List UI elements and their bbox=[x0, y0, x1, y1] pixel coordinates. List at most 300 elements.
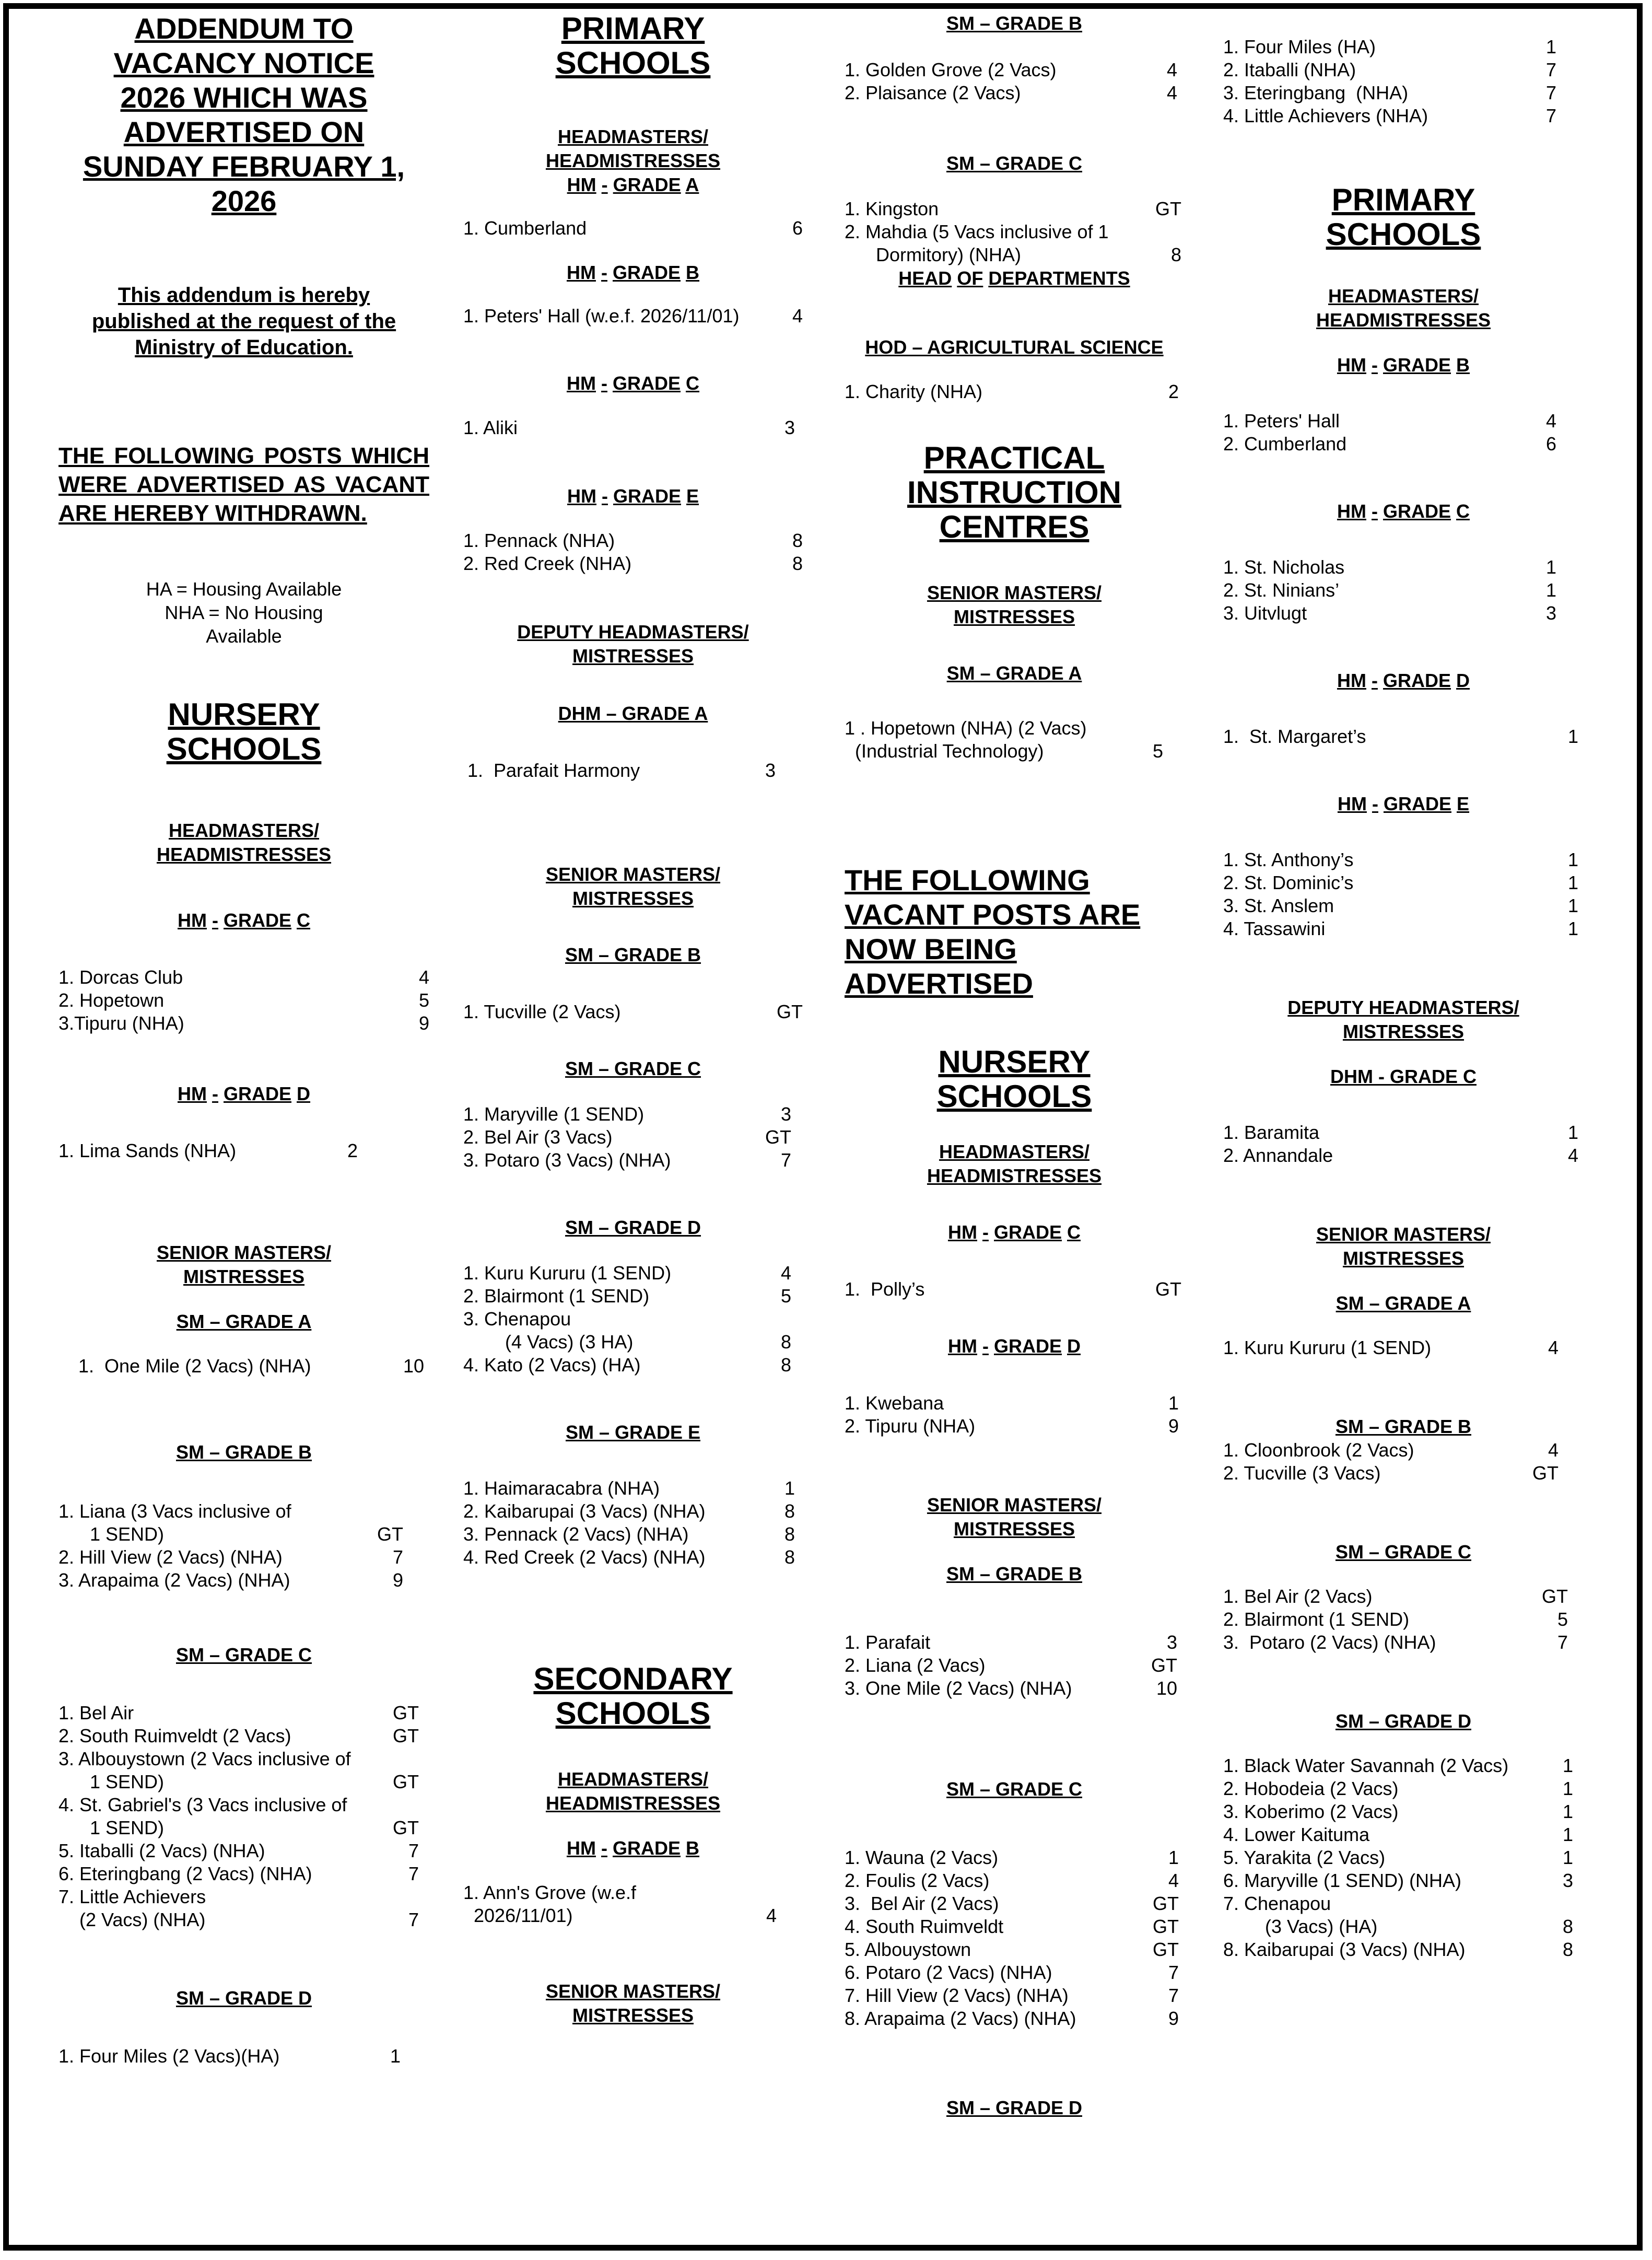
vacancy-item bbox=[1223, 1585, 1568, 1608]
vacancy-list bbox=[1223, 1439, 1559, 1485]
vacancy-item bbox=[845, 1846, 1179, 1869]
grade-heading: SM – GRADE B bbox=[175, 1441, 312, 1463]
region-code: 3 bbox=[1545, 602, 1556, 624]
school-name: 2. Hopetown bbox=[58, 989, 165, 1011]
school-name: 2. Cumberland bbox=[1223, 433, 1347, 455]
vacancy-list bbox=[1223, 1754, 1573, 1961]
vacancy-item bbox=[463, 217, 803, 240]
vacancy-item bbox=[1223, 410, 1556, 433]
region-code: 4 bbox=[1548, 1439, 1559, 1461]
vacancy-list bbox=[58, 2045, 401, 2068]
grade-heading: SM – GRADE B bbox=[565, 944, 701, 965]
vacancy-item bbox=[845, 2007, 1179, 2030]
vacancy-list bbox=[1223, 1121, 1578, 1167]
region-code: 7 bbox=[1557, 1632, 1568, 1653]
vacancy-list bbox=[58, 1702, 419, 1931]
school-name: 2. Hill View (2 Vacs) (NHA) bbox=[58, 1546, 283, 1568]
section-title: PRACTICAL INSTRUCTION CENTRES bbox=[907, 440, 1121, 544]
grade-heading: HM - GRADE C bbox=[566, 372, 700, 394]
addendum-note: This addendum is hereby published at the request of the Ministry of Education. bbox=[91, 284, 396, 359]
region-code: 1 bbox=[1168, 1392, 1179, 1414]
vacancy-list bbox=[1223, 1585, 1568, 1654]
school-name: 1. Cumberland bbox=[463, 217, 587, 239]
school-name: 2. Hobodeia (2 Vacs) bbox=[1223, 1778, 1399, 1799]
housing-legend: HA = Housing Available NHA = No Housing Available bbox=[146, 578, 342, 647]
vacancy-item bbox=[463, 1262, 791, 1285]
vacancy-item bbox=[463, 1126, 791, 1149]
school-name: 1. Dorcas Club bbox=[58, 966, 183, 988]
vacancy-item bbox=[1223, 1144, 1578, 1167]
grade-heading: HM - GRADE E bbox=[567, 485, 699, 507]
vacancy-item bbox=[467, 759, 776, 782]
grade-heading: HM - GRADE C bbox=[177, 910, 311, 931]
vacancy-item bbox=[58, 1139, 358, 1162]
region-code: 4 bbox=[792, 305, 803, 327]
grade-heading: HM - GRADE C bbox=[947, 1221, 1081, 1243]
grade-heading: HM - GRADE D bbox=[947, 1335, 1081, 1357]
school-name: 2. Blairmont (1 SEND) bbox=[1223, 1609, 1410, 1630]
school-name: 6. Eteringbang (2 Vacs) (NHA) bbox=[58, 1863, 312, 1884]
vacancy-item bbox=[1223, 104, 1556, 127]
region-code: 5 bbox=[1557, 1609, 1568, 1630]
region-code: 7 bbox=[408, 1863, 419, 1884]
column-2 bbox=[463, 11, 803, 2028]
vacancy-item bbox=[78, 1355, 424, 1378]
region-code: 1 bbox=[1562, 1778, 1573, 1799]
school-name: 4. Little Achievers (NHA) bbox=[1223, 105, 1428, 126]
vacancy-item bbox=[845, 1915, 1179, 1938]
region-code: GT bbox=[393, 1817, 419, 1838]
school-name: 1. Bel Air bbox=[58, 1702, 134, 1723]
school-name: 2. Annandale bbox=[1223, 1145, 1333, 1166]
group-heading: HEADMASTERS/ HEADMISTRESSES bbox=[1316, 285, 1491, 331]
group-heading: SENIOR MASTERS/ MISTRESSES bbox=[1316, 1224, 1491, 1269]
vacancy-item bbox=[845, 1415, 1179, 1438]
vacancy-list bbox=[58, 1355, 424, 1378]
region-code: GT bbox=[1542, 1586, 1568, 1607]
school-name: 1. Kuru Kururu (1 SEND) bbox=[1223, 1337, 1432, 1358]
grade-heading: SM – GRADE D bbox=[565, 1217, 701, 1238]
region-code: 4 bbox=[1545, 410, 1556, 432]
vacancy-item bbox=[58, 1500, 403, 1546]
region-code: 1 bbox=[1567, 1122, 1578, 1143]
region-code: 7 bbox=[780, 1149, 791, 1171]
school-name: 3. Pennack (2 Vacs) (NHA) bbox=[463, 1523, 689, 1545]
school-name: 3. Bel Air (2 Vacs) bbox=[845, 1893, 999, 1914]
vacancy-item bbox=[1223, 1892, 1573, 1938]
grade-heading: SM – GRADE A bbox=[176, 1311, 312, 1332]
region-code: 4 bbox=[780, 1262, 791, 1284]
vacancy-item bbox=[1223, 725, 1578, 748]
grade-heading: SM – GRADE D bbox=[175, 1987, 312, 2009]
vacancy-list bbox=[463, 1000, 803, 1023]
vacancy-item bbox=[845, 1869, 1179, 1892]
school-name: 3. One Mile (2 Vacs) (NHA) bbox=[845, 1677, 1072, 1699]
grade-heading: SM – GRADE C bbox=[946, 153, 1083, 174]
school-name: 5. Yarakita (2 Vacs) bbox=[1223, 1847, 1386, 1868]
region-code: 1 bbox=[1545, 579, 1556, 601]
vacancy-list bbox=[1223, 848, 1578, 940]
vacancy-item bbox=[1223, 36, 1556, 59]
vacancy-list bbox=[845, 59, 1177, 104]
school-name: 1. Tucville (2 Vacs) bbox=[463, 1001, 621, 1022]
school-name: 2. Tipuru (NHA) bbox=[845, 1415, 976, 1437]
region-code: 1 bbox=[1567, 918, 1578, 939]
group-heading: HEADMASTERS/ HEADMISTRESSES bbox=[927, 1141, 1102, 1186]
school-name: 2. Kaibarupai (3 Vacs) (NHA) bbox=[463, 1500, 706, 1522]
grade-heading: SM – GRADE C bbox=[1335, 1541, 1472, 1563]
vacancy-item bbox=[463, 1308, 791, 1354]
school-name: 1. Kingston bbox=[845, 198, 939, 219]
vacancy-list bbox=[845, 1392, 1179, 1438]
region-code: 7 bbox=[1168, 1962, 1179, 1983]
vacancy-item bbox=[58, 2045, 401, 2068]
region-code: GT bbox=[1532, 1462, 1559, 1484]
grade-heading: DHM - GRADE C bbox=[1330, 1066, 1477, 1087]
vacancy-list bbox=[845, 1846, 1179, 2030]
region-code: 7 bbox=[1545, 105, 1556, 126]
region-code: GT bbox=[1153, 1893, 1179, 1914]
region-code: 8 bbox=[780, 1354, 791, 1376]
school-name: 4. Kato (2 Vacs) (HA) bbox=[463, 1354, 641, 1376]
grade-heading: HM - GRADE A bbox=[567, 174, 699, 195]
grade-heading: SM – GRADE C bbox=[565, 1058, 701, 1079]
vacancy-item bbox=[1223, 1462, 1559, 1485]
school-name: 8. Kaibarupai (3 Vacs) (NHA) bbox=[1223, 1939, 1466, 1960]
vacancy-item bbox=[1223, 1439, 1559, 1462]
region-code: 6 bbox=[1545, 433, 1556, 455]
vacancy-list bbox=[463, 1262, 791, 1377]
vacancy-item bbox=[58, 1702, 419, 1725]
vacancy-list bbox=[1223, 725, 1578, 748]
region-code: 1 bbox=[1567, 726, 1578, 747]
addendum-title: ADDENDUM TO VACANCY NOTICE 2026 WHICH WAS ADVERTISED ON SUNDAY FEBRUARY 1, 2026 bbox=[83, 12, 405, 217]
region-code: 4 bbox=[1166, 82, 1177, 103]
region-code: 3 bbox=[1166, 1632, 1177, 1653]
grade-heading: SM – GRADE D bbox=[946, 2097, 1083, 2118]
school-name: 4. Tassawini bbox=[1223, 918, 1326, 939]
school-name: 2. Itaballi (NHA) bbox=[1223, 59, 1356, 80]
grade-heading: SM – GRADE E bbox=[565, 1422, 701, 1443]
school-name: 4. Red Creek (2 Vacs) (NHA) bbox=[463, 1546, 706, 1568]
region-code: GT bbox=[1153, 1939, 1179, 1960]
vacancy-list bbox=[463, 759, 776, 782]
school-name: 1. Four Miles (2 Vacs)(HA) bbox=[58, 2045, 280, 2067]
vacancy-list bbox=[463, 305, 803, 328]
vacancy-item bbox=[463, 1354, 791, 1377]
region-code: 8 bbox=[1562, 1939, 1573, 1960]
grade-heading: SM – GRADE C bbox=[946, 1778, 1083, 1800]
region-code: 1 bbox=[1562, 1847, 1573, 1868]
grade-heading: SM – GRADE D bbox=[1335, 1710, 1472, 1732]
vacancy-item bbox=[58, 1862, 419, 1885]
region-code: 1 bbox=[1562, 1801, 1573, 1822]
school-name: 8. Arapaima (2 Vacs) (NHA) bbox=[845, 2008, 1076, 2029]
school-name: 1. Haimaracabra (NHA) bbox=[463, 1477, 660, 1499]
region-code: 1 bbox=[1545, 556, 1556, 578]
vacancy-list bbox=[845, 1278, 1181, 1301]
region-code: 8 bbox=[784, 1500, 795, 1522]
vacancy-item bbox=[1223, 1777, 1573, 1800]
group-heading: SENIOR MASTERS/ MISTRESSES bbox=[545, 1981, 721, 2026]
school-name: 3. Eteringbang (NHA) bbox=[1223, 82, 1409, 103]
vacancy-item bbox=[58, 1885, 419, 1931]
vacancy-item bbox=[1223, 59, 1556, 81]
school-name: 4. Lower Kaituma bbox=[1223, 1824, 1370, 1845]
school-name: 3.Tipuru (NHA) bbox=[58, 1012, 184, 1034]
school-name: 2. South Ruimveldt (2 Vacs) bbox=[58, 1725, 291, 1746]
school-name: 2. Foulis (2 Vacs) bbox=[845, 1870, 990, 1891]
vacancy-item bbox=[1223, 917, 1578, 940]
school-name: 1. Wauna (2 Vacs) bbox=[845, 1847, 999, 1868]
vacancy-item bbox=[58, 1793, 419, 1839]
school-name: 1. Liana (3 Vacs inclusive of 1 SEND) bbox=[58, 1500, 291, 1545]
vacancy-item bbox=[1223, 1631, 1568, 1654]
vacancy-list bbox=[463, 1103, 791, 1172]
region-code: 1 bbox=[1545, 36, 1556, 57]
vacancy-item bbox=[463, 1103, 791, 1126]
vacancy-item bbox=[1223, 579, 1556, 602]
group-heading: SENIOR MASTERS/ MISTRESSES bbox=[156, 1242, 332, 1287]
region-code: 1 bbox=[1567, 872, 1578, 893]
vacancy-item bbox=[463, 1546, 795, 1569]
region-code: GT bbox=[765, 1126, 791, 1148]
vacancy-item bbox=[1223, 1754, 1573, 1777]
region-code: 8 bbox=[792, 530, 803, 551]
column-3 bbox=[845, 11, 1184, 2120]
vacancy-list bbox=[845, 197, 1181, 266]
hod-heading: HEAD OF DEPARTMENTS bbox=[898, 267, 1130, 289]
vacancy-item bbox=[1223, 556, 1556, 579]
school-name: 1. Pennack (NHA) bbox=[463, 530, 615, 551]
region-code: 1 bbox=[784, 1477, 795, 1499]
school-name: 5. Albouystown bbox=[845, 1939, 971, 1960]
group-heading: SENIOR MASTERS/ MISTRESSES bbox=[545, 864, 721, 909]
group-heading: HEADMASTERS/ HEADMISTRESSES bbox=[156, 820, 332, 865]
region-code: 8 bbox=[780, 1331, 791, 1353]
school-name: 1. Kwebana bbox=[845, 1392, 944, 1414]
region-code: 3 bbox=[784, 417, 795, 438]
grade-heading: HM - GRADE C bbox=[1337, 500, 1470, 522]
school-name: 2. Plaisance (2 Vacs) bbox=[845, 82, 1021, 103]
school-name: 6. Potaro (2 Vacs) (NHA) bbox=[845, 1962, 1052, 1983]
region-code: 1 bbox=[1567, 849, 1578, 870]
vacancy-item bbox=[58, 966, 429, 989]
school-name: 1. St. Anthony’s bbox=[1223, 849, 1354, 870]
school-name: 2. Mahdia (5 Vacs inclusive of 1 Dormitory) (NHA) bbox=[845, 221, 1109, 265]
region-code: GT bbox=[393, 1771, 419, 1792]
school-name: 3. Uitvlugt bbox=[1223, 602, 1307, 624]
vacancy-item bbox=[1223, 81, 1556, 104]
region-code: 1 bbox=[1562, 1824, 1573, 1845]
region-code: 10 bbox=[403, 1355, 424, 1377]
region-code: GT bbox=[1151, 1655, 1177, 1676]
region-code: 8 bbox=[784, 1523, 795, 1545]
vacancy-item bbox=[845, 81, 1177, 104]
school-name: 3. Chenapou (4 Vacs) (3 HA) bbox=[463, 1308, 634, 1353]
region-code: 7 bbox=[1545, 59, 1556, 80]
region-code: GT bbox=[393, 1725, 419, 1746]
grade-heading: HM - GRADE D bbox=[177, 1083, 311, 1104]
vacancy-item bbox=[58, 1569, 403, 1592]
region-code: 7 bbox=[392, 1546, 403, 1568]
region-code: GT bbox=[1155, 198, 1181, 219]
vacancy-item bbox=[58, 1839, 419, 1862]
region-code: 8 bbox=[1562, 1916, 1573, 1937]
school-name: 1. Polly’s bbox=[845, 1278, 925, 1300]
school-name: 1. Parafait Harmony bbox=[467, 760, 640, 781]
region-code: 7 bbox=[1168, 1985, 1179, 2006]
region-code: 4 bbox=[418, 966, 429, 988]
vacancy-item bbox=[845, 59, 1177, 81]
region-code: GT bbox=[377, 1523, 403, 1545]
section-title: NURSERY SCHOOLS bbox=[166, 697, 322, 766]
vacancy-item bbox=[58, 1546, 403, 1569]
vacancy-item bbox=[463, 416, 795, 439]
region-code: 2 bbox=[347, 1140, 358, 1161]
vacancy-list bbox=[1223, 556, 1556, 625]
region-code: 1 bbox=[1168, 1847, 1179, 1868]
vacancy-item bbox=[1223, 1938, 1573, 1961]
school-name: 1. Peters' Hall (w.e.f. 2026/11/01) bbox=[463, 305, 740, 327]
school-name: 2. Bel Air (3 Vacs) bbox=[463, 1126, 613, 1148]
vacancy-list bbox=[463, 416, 795, 439]
grade-heading: SM – GRADE C bbox=[175, 1644, 312, 1665]
region-code: 4 bbox=[1567, 1145, 1578, 1166]
region-code: 7 bbox=[408, 1909, 419, 1930]
vacancy-item bbox=[463, 1149, 791, 1172]
vacancy-item bbox=[463, 1523, 795, 1546]
section-title: PRIMARY SCHOOLS bbox=[1326, 182, 1481, 252]
region-code: 3 bbox=[765, 760, 776, 781]
school-name: 1. Parafait bbox=[845, 1632, 931, 1653]
vacancy-item bbox=[463, 1477, 795, 1500]
grade-heading: HM - GRADE B bbox=[1337, 354, 1470, 376]
vacancy-list bbox=[463, 1881, 777, 1927]
grade-heading: HM - GRADE E bbox=[1337, 793, 1470, 814]
school-name: 7. Chenapou (3 Vacs) (HA) bbox=[1223, 1893, 1378, 1937]
region-code: 1 bbox=[1567, 895, 1578, 916]
vacancy-item bbox=[845, 717, 1163, 763]
vacancy-item bbox=[1223, 871, 1578, 894]
vacancy-item bbox=[1223, 1869, 1573, 1892]
school-name: 1. Kuru Kururu (1 SEND) bbox=[463, 1262, 672, 1284]
school-name: 1. St. Nicholas bbox=[1223, 556, 1345, 578]
school-name: 1. Black Water Savannah (2 Vacs) bbox=[1223, 1755, 1509, 1776]
vacancy-item bbox=[463, 552, 803, 575]
column-4 bbox=[1223, 36, 1584, 1961]
region-code: 10 bbox=[1156, 1677, 1177, 1699]
grade-heading: HM - GRADE D bbox=[1337, 670, 1470, 691]
school-name: 1. Ann's Grove (w.e.f 2026/11/01) bbox=[463, 1882, 637, 1926]
region-code: GT bbox=[393, 1702, 419, 1723]
region-code: 8 bbox=[1170, 244, 1181, 265]
school-name: 3. Arapaima (2 Vacs) (NHA) bbox=[58, 1569, 290, 1591]
grade-heading: SM – GRADE B bbox=[946, 13, 1083, 34]
vacancy-item bbox=[58, 1748, 419, 1793]
withdrawn-heading: THE FOLLOWING POSTS WHICH WERE ADVERTISED AS VACANT ARE HEREBY WITHDRAWN. bbox=[58, 443, 429, 526]
grade-heading: HOD – AGRICULTURAL SCIENCE bbox=[865, 336, 1164, 358]
region-code: 9 bbox=[1168, 2008, 1179, 2029]
region-code: 6 bbox=[792, 217, 803, 239]
region-code: 4 bbox=[1548, 1337, 1559, 1358]
vacancy-item bbox=[845, 1961, 1179, 1984]
school-name: 1. Charity (NHA) bbox=[845, 381, 983, 402]
vacancy-list bbox=[58, 1139, 358, 1162]
school-name: 1. Peters' Hall bbox=[1223, 410, 1340, 432]
vacancy-list bbox=[463, 217, 803, 240]
region-code: 5 bbox=[780, 1285, 791, 1307]
school-name: 1. One Mile (2 Vacs) (NHA) bbox=[78, 1355, 311, 1377]
vacancy-item bbox=[1223, 602, 1556, 625]
vacancy-item bbox=[1223, 1846, 1573, 1869]
group-heading: SENIOR MASTERS/ MISTRESSES bbox=[927, 1494, 1102, 1540]
vacancy-item bbox=[845, 197, 1181, 220]
school-name: 2. St. Ninians’ bbox=[1223, 579, 1340, 601]
grade-heading: SM – GRADE A bbox=[1335, 1292, 1471, 1314]
section-title: SECONDARY SCHOOLS bbox=[533, 1661, 733, 1731]
grade-heading: SM – GRADE B bbox=[946, 1563, 1083, 1585]
region-code: 3 bbox=[780, 1103, 791, 1125]
school-name: 5. Itaballi (2 Vacs) (NHA) bbox=[58, 1840, 265, 1861]
vacancy-item bbox=[845, 1938, 1179, 1961]
vacancy-list bbox=[58, 966, 429, 1035]
school-name: 7. Little Achievers (2 Vacs) (NHA) bbox=[58, 1886, 206, 1930]
group-heading: DEPUTY HEADMASTERS/ MISTRESSES bbox=[517, 621, 749, 667]
vacancy-item bbox=[1223, 1608, 1568, 1631]
region-code: 4 bbox=[1166, 59, 1177, 80]
vacancy-item bbox=[1223, 1823, 1573, 1846]
vacancy-item bbox=[845, 1631, 1177, 1654]
school-name: 3. Potaro (2 Vacs) (NHA) bbox=[1223, 1632, 1436, 1653]
vacancy-item bbox=[58, 989, 429, 1012]
vacancy-list bbox=[1223, 1336, 1559, 1359]
vacancy-item bbox=[58, 1012, 429, 1035]
group-heading: SENIOR MASTERS/ MISTRESSES bbox=[927, 582, 1102, 627]
vacancy-list bbox=[845, 717, 1163, 763]
school-name: 4. St. Gabriel's (3 Vacs inclusive of 1 SEND) bbox=[58, 1794, 347, 1838]
region-code: 5 bbox=[418, 989, 429, 1011]
group-heading: DEPUTY HEADMASTERS/ MISTRESSES bbox=[1287, 997, 1519, 1042]
grade-heading: HM - GRADE B bbox=[566, 262, 700, 283]
region-code: 3 bbox=[1562, 1870, 1573, 1891]
school-name: 3. Albouystown (2 Vacs inclusive of 1 SEND) bbox=[58, 1748, 351, 1792]
school-name: 1. Lima Sands (NHA) bbox=[58, 1140, 237, 1161]
grade-heading: SM – GRADE B bbox=[1335, 1416, 1472, 1437]
vacancy-list bbox=[845, 1631, 1177, 1700]
school-name: 2. St. Dominic’s bbox=[1223, 872, 1354, 893]
school-name: 3. St. Anslem bbox=[1223, 895, 1334, 916]
school-name: 6. Maryville (1 SEND) (NHA) bbox=[1223, 1870, 1462, 1891]
vacancy-item bbox=[463, 1881, 777, 1927]
region-code: 2 bbox=[1168, 381, 1179, 402]
region-code: 4 bbox=[766, 1905, 777, 1926]
vacancy-item bbox=[845, 220, 1181, 266]
grade-heading: SM – GRADE A bbox=[946, 662, 1082, 684]
section-title: PRIMARY SCHOOLS bbox=[555, 11, 711, 80]
school-name: 1. St. Margaret’s bbox=[1223, 726, 1366, 747]
group-heading: HEADMASTERS/ HEADMISTRESSES bbox=[545, 126, 721, 171]
region-code: 4 bbox=[1168, 1870, 1179, 1891]
vacancy-list bbox=[463, 529, 803, 575]
school-name: 1 . Hopetown (NHA) (2 Vacs) (Industrial Technology) bbox=[845, 717, 1087, 762]
advertised-heading: THE FOLLOWING VACANT POSTS ARE NOW BEING ADVERTISED bbox=[845, 864, 1141, 1000]
region-code: GT bbox=[1155, 1278, 1181, 1300]
region-code: 7 bbox=[408, 1840, 419, 1861]
school-name: 3. Koberimo (2 Vacs) bbox=[1223, 1801, 1399, 1822]
region-code: GT bbox=[777, 1001, 803, 1022]
vacancy-item bbox=[463, 1285, 791, 1308]
